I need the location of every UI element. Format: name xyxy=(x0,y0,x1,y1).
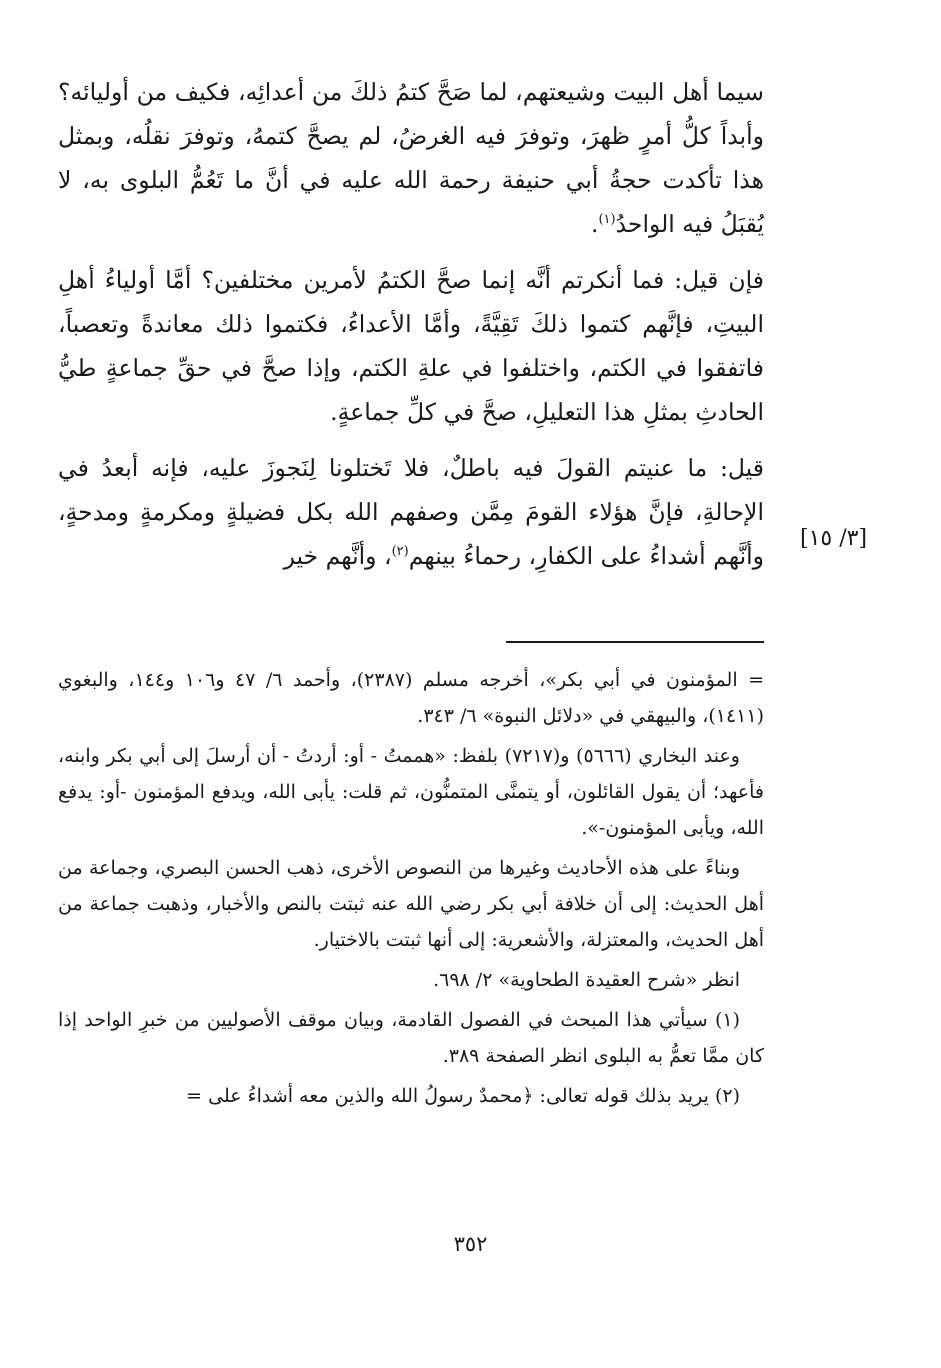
footnote-continuation-2: وعند البخاري (٥٦٦٦) و(٧٢١٧) بلفظ: «هممتُ - أو: أردتُ - أن أرسلَ إلى أبي بكر وابنه، فأعهد؛ أن يقول القائلون، أو يتمنَّى المتمنُّون، ثم قلت: يأبى الله، ويدفع المؤمنون -أو: يدفع الله، ويأبى المؤمنون-». xyxy=(58,745,764,839)
main-text xyxy=(58,70,764,590)
main-paragraph-3 xyxy=(58,446,764,578)
footnote-1: (١) سيأتي هذا المبحث في الفصول القادمة، وبيان موقف الأصوليين من خبرِ الواحد إذا كان ممَّا تعمُّ به البلوى انظر الصفحة ٣٨٩. xyxy=(58,1009,764,1067)
footnote-separator xyxy=(506,641,764,643)
footnote-marker-2: (٢) xyxy=(391,544,409,560)
paragraph-1-text: سيما أهل البيت وشيعتهم، لما صَحَّ كتمُ ذلكَ من أعدائِه، فكيف من أوليائه؟ وأبداً كلُّ أمرٍ ظهرَ، وتوفرَ فيه الغرضُ، لم يصحَّ كتمهُ، وتوفرَ نقلُه، وبمثل هذا تأكدت حجةُ أبي حنيفة رحمة الله عليه في أنَّ ما تَعُمُّ البلوى به، لا يُقبَلُ فيه الواحدُ xyxy=(58,78,764,238)
page-number: ٣٥٢ xyxy=(453,1232,488,1256)
main-paragraph-1 xyxy=(58,70,764,246)
paragraph-3-end: ، وأنَّهم خير xyxy=(283,542,392,570)
footnote-continuation-4: انظر «شرح العقيدة الطحاوية» ٢/ ٦٩٨. xyxy=(433,969,740,991)
paragraph-1-end: . xyxy=(590,210,599,238)
footnote-continuation-3: وبناءً على هذه الأحاديث وغيرها من النصوص الأخرى، ذهب الحسن البصري، وجماعة من أهل الحديث: إلى أن خلافة أبي بكر رضي الله عنه ثبتت بالنص والأخبار، وذهبت جماعة من أهل الحديث، والمعتزلة، والأشعرية: إلى أنها ثبتت بالاختيار. xyxy=(58,857,764,951)
footnote-marker-1: (١) xyxy=(598,212,616,228)
main-paragraph-2: فإن قيل: فما أنكرتم أنَّه إنما صحَّ الكتمُ لأمرين مختلفين؟ أمَّا أولياءُ أهلِ البيتِ، فإنَّهم كتموا ذلكَ تَقِيَّةً، وأمَّا الأعداءُ، فكتموا ذلك معاندةً وتعصباً، فاتفقوا في الكتم، واختلفوا في علةِ الكتم، وإذا صحَّ في حقِّ جماعةٍ طيُّ الحادثِ بمثلِ هذا التعليلِ، صحَّ في كلِّ جماعةٍ. xyxy=(58,266,764,426)
paragraph-3-text: قيل: ما عنيتم القولَ فيه باطلٌ، فلا تَختلونا لِنَجوزَ عليه، فإنه أبعدُ في الإحالةِ، فإنَّ هؤلاء القومَ مِمَّن وصفهم الله بكل فضيلةٍ ومكرمةٍ ومدحةٍ، وأنَّهم أشداءُ على الكفارِ، رحماءُ بينهم xyxy=(58,454,764,570)
footnote-continuation-1: = المؤمنون في أبي بكر»، أخرجه مسلم (٢٣٨٧)، وأحمد ٦/ ٤٧ و١٠٦ و١٤٤، والبغوي (١٤١١)، والبيهقي في «دلائل النبوة» ٦/ ٣٤٣. xyxy=(58,669,764,727)
footnotes xyxy=(58,662,764,1118)
margin-reference: [٣/ ١٥] xyxy=(800,526,868,551)
footnote-2: (٢) يريد بذلك قوله تعالى: ﴿محمدٌ رسولُ الله والذين معه أشداءُ على = xyxy=(186,1085,740,1107)
